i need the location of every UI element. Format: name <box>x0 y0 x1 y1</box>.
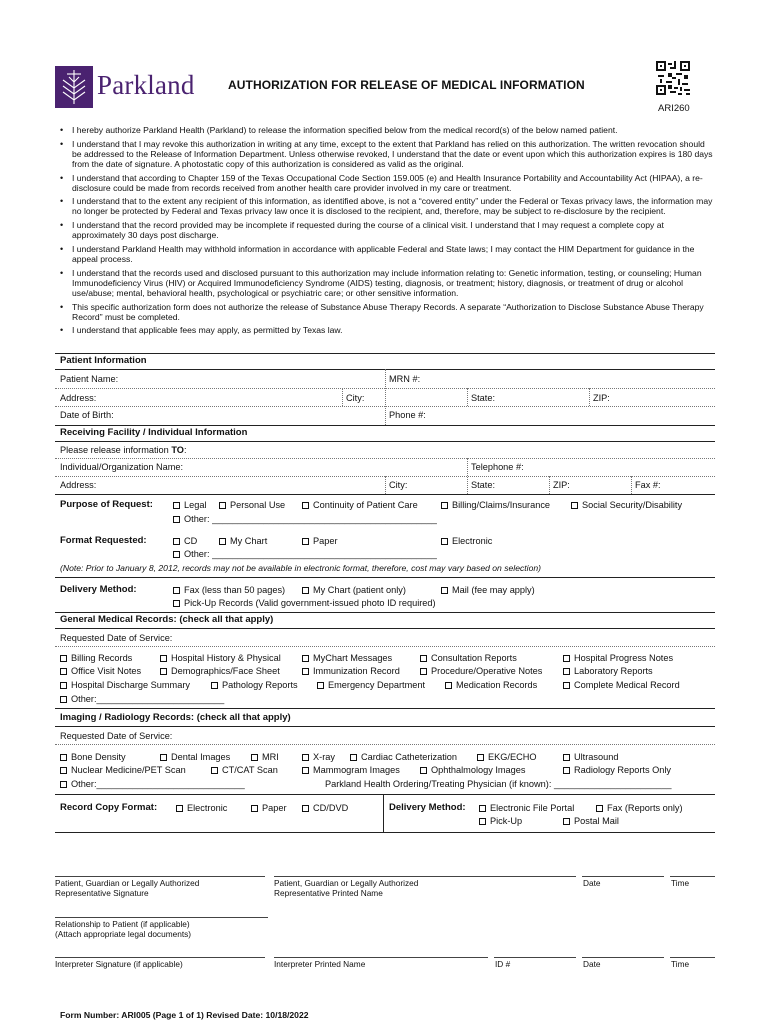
date-line[interactable] <box>582 876 664 877</box>
purpose-legal-checkbox[interactable]: Legal <box>173 500 206 511</box>
mychart-messages-checkbox[interactable]: MyChart Messages <box>302 653 392 664</box>
operative-notes-checkbox[interactable]: Procedure/Operative Notes <box>420 666 542 677</box>
divider <box>55 646 715 647</box>
format-mychart-checkbox[interactable]: My Chart <box>219 536 267 547</box>
discharge-summary-checkbox[interactable]: Hospital Discharge Summary <box>60 680 190 691</box>
receiving-fax-field[interactable]: Fax #: <box>635 480 661 490</box>
list-item: • I understand that according to Chapter 159 of the Texas Occupational Code Section 159.005 (e) and Health Insurance Portability and Accountability Act (HIPAA), a re-disclosure could be made from records received from another health care provider involved in my care or treatment. <box>60 173 715 193</box>
mri-checkbox[interactable]: MRI <box>251 752 279 763</box>
divider <box>385 369 386 425</box>
format-cd-checkbox[interactable]: CD <box>173 536 197 547</box>
patient-signature-label: Patient, Guardian or Legally Authorized Representative Signature <box>55 878 200 898</box>
receiving-zip-field[interactable]: ZIP: <box>553 480 570 490</box>
delivery-label: Delivery Method: <box>60 584 137 595</box>
ultrasound-checkbox[interactable]: Ultrasound <box>563 752 618 763</box>
emergency-department-checkbox[interactable]: Emergency Department <box>317 680 425 691</box>
patient-state-field[interactable]: State: <box>471 393 496 403</box>
format-label: Format Requested: <box>60 535 147 546</box>
copy-electronic-checkbox[interactable]: Electronic <box>176 803 227 814</box>
divider <box>467 458 468 494</box>
complete-medical-record-checkbox[interactable]: Complete Medical Record <box>563 680 680 691</box>
mammogram-images-checkbox[interactable]: Mammogram Images <box>302 765 400 776</box>
divider <box>55 458 715 459</box>
demographics-checkbox[interactable]: Demographics/Face Sheet <box>160 666 280 677</box>
copy-format-label: Record Copy Format: <box>60 802 158 813</box>
qr-code-icon <box>656 61 690 95</box>
receiving-state-field[interactable]: State: <box>471 480 496 490</box>
imaging-records-heading: Imaging / Radiology Records: (check all that apply) <box>60 712 291 723</box>
divider <box>55 494 715 495</box>
consultation-reports-checkbox[interactable]: Consultation Reports <box>420 653 517 664</box>
interpreter-signature-line[interactable] <box>55 957 265 958</box>
mrn-field[interactable]: MRN #: <box>389 374 421 384</box>
divider <box>55 794 715 795</box>
ekg-echo-checkbox[interactable]: EKG/ECHO <box>477 752 537 763</box>
divider <box>549 476 550 494</box>
time-line[interactable] <box>670 876 715 877</box>
divider <box>55 708 715 709</box>
delivery-mail-checkbox[interactable]: Mail (fee may apply) <box>441 585 535 596</box>
list-item: • I understand that applicable fees may apply, as permitted by Texas law. <box>60 325 715 335</box>
divider <box>589 388 590 406</box>
list-item: • This specific authorization form does not authorize the release of Substance Abuse Therapy Records. A separate “Authorization to Disclose Substance Abuse Therapy Record” must be completed. <box>60 302 715 322</box>
office-visit-notes-checkbox[interactable]: Office Visit Notes <box>60 666 141 677</box>
divider <box>55 726 715 727</box>
bone-density-checkbox[interactable]: Bone Density <box>60 752 126 763</box>
cardiac-catheterization-checkbox[interactable]: Cardiac Catheterization <box>350 752 457 763</box>
authorization-terms-list <box>60 125 715 339</box>
divider <box>55 612 715 613</box>
copy-delivery-label: Delivery Method: <box>389 802 466 813</box>
divider <box>55 744 715 745</box>
general-records-heading: General Medical Records: (check all that apply) <box>60 614 274 625</box>
divider <box>342 388 343 406</box>
interpreter-name-line[interactable] <box>274 957 488 958</box>
list-item: • I hereby authorize Parkland Health (Parkland) to release the information specified below from the medical record(s) of the below named patient. <box>60 125 715 135</box>
form-footer: Form Number: ARI005 (Page 1 of 1) Revised Date: 10/18/2022 <box>60 1010 309 1020</box>
pathology-reports-checkbox[interactable]: Pathology Reports <box>211 680 298 691</box>
divider <box>467 388 468 406</box>
receiving-city-field[interactable]: City: <box>389 480 408 490</box>
purpose-personal-checkbox[interactable]: Personal Use <box>219 500 285 511</box>
patient-zip-field[interactable]: ZIP: <box>593 393 610 403</box>
divider <box>385 476 386 494</box>
receiving-telephone-field[interactable]: Telephone #: <box>471 462 524 472</box>
dental-images-checkbox[interactable]: Dental Images <box>160 752 230 763</box>
interpreter-date-line[interactable] <box>582 957 664 958</box>
interpreter-time-label: Time <box>671 959 690 969</box>
list-item: • I understand Parkland Health may withhold information in accordance with applicable Federal and State laws; I may contact the HIM Department for guidance in the appeal process. <box>60 244 715 264</box>
divider <box>55 425 715 426</box>
patient-info-heading: Patient Information <box>60 355 147 366</box>
copy-cd-dvd-checkbox[interactable]: CD/DVD <box>302 803 348 814</box>
divider <box>55 577 715 578</box>
list-item: • I understand that to the extent any recipient of this information, as identified above, is not a “covered entity” under the Federal or Texas privacy laws, the information may no longer be protected by Federal and Texas privacy law once it is disclosed to the recipient, and, therefore, may be subject to re-disclosure by the recipient. <box>60 196 715 216</box>
laboratory-reports-checkbox[interactable]: Laboratory Reports <box>563 666 653 677</box>
receiving-address-field[interactable]: Address: <box>60 480 97 490</box>
nuclear-medicine-checkbox[interactable]: Nuclear Medicine/PET Scan <box>60 765 186 776</box>
copy-fax-checkbox[interactable]: Fax (Reports only) <box>596 803 683 814</box>
divider <box>55 353 715 354</box>
purpose-label: Purpose of Request: <box>60 499 153 510</box>
date-label: Date <box>583 878 601 888</box>
patient-address-field[interactable]: Address: <box>60 393 97 403</box>
parkland-logo <box>55 66 207 108</box>
logo-wordmark: Parkland <box>97 70 195 100</box>
divider <box>631 476 632 494</box>
patient-printed-name-label: Patient, Guardian or Legally Authorized Representative Printed Name <box>274 878 419 898</box>
relationship-line[interactable] <box>55 917 268 918</box>
ordering-physician-field[interactable]: Parkland Health Ordering/Treating Physician (if known): _______________________ <box>325 779 672 789</box>
copy-mail-checkbox[interactable]: Postal Mail <box>563 816 619 827</box>
copy-paper-checkbox[interactable]: Paper <box>251 803 287 814</box>
interpreter-name-label: Interpreter Printed Name <box>274 959 366 969</box>
list-item: • I understand that I may revoke this authorization in writing at any time, except to the extent that Parkland has relied on this authorization. The written revocation should be addressed to the Release of Information Department. Unless otherwise revoked, I understand that the date or event upon which this authorization expires is 180 days from the date of signature. A photostatic copy of this authorization is considered as valid as the original. <box>60 139 715 169</box>
imaging-other-checkbox[interactable]: Other:_____________________________ <box>60 779 245 790</box>
date-of-birth-field[interactable]: Date of Birth: <box>60 410 114 420</box>
purpose-social-security-checkbox[interactable]: Social Security/Disability <box>571 500 682 511</box>
organization-name-field[interactable]: Individual/Organization Name: <box>60 462 184 472</box>
patient-phone-field[interactable]: Phone #: <box>389 410 426 420</box>
form-code: ARI260 <box>658 103 690 114</box>
ct-scan-checkbox[interactable]: CT/CAT Scan <box>211 765 278 776</box>
list-item: • I understand that the records used and disclosed pursuant to this authorization may include information relating to: Genetic information, testing, or counseling; Human Immunodeficiency Virus (HIV) or Acquired Immunodeficiency Syndrome (AIDS) testing, diagnosis, or treatment; history, diagnosis, or treatment of drug or alcohol use/abuse; mental, behavioral health, psychological or psychiatric care; or other sensitive information. <box>60 268 715 298</box>
format-other-checkbox[interactable]: Other: ____________________________________________ <box>173 549 437 560</box>
purpose-billing-checkbox[interactable]: Billing/Claims/Insurance <box>441 500 550 511</box>
id-line[interactable] <box>494 957 576 958</box>
radiology-reports-checkbox[interactable]: Radiology Reports Only <box>563 765 671 776</box>
interpreter-date-label: Date <box>583 959 601 969</box>
divider <box>55 441 715 442</box>
id-label: ID # <box>495 959 511 969</box>
history-physical-checkbox[interactable]: Hospital History & Physical <box>160 653 281 664</box>
format-electronic-checkbox[interactable]: Electronic <box>441 536 492 547</box>
signature-line[interactable] <box>55 876 265 877</box>
general-other-checkbox[interactable]: Other:_________________________ <box>60 694 224 705</box>
progress-notes-checkbox[interactable]: Hospital Progress Notes <box>563 653 673 664</box>
delivery-mychart-checkbox[interactable]: My Chart (patient only) <box>302 585 406 596</box>
immunization-record-checkbox[interactable]: Immunization Record <box>302 666 400 677</box>
divider <box>55 832 715 833</box>
format-note: (Note: Prior to January 8, 2012, records may not be available in electronic format, therefore, cost may vary based on selection) <box>60 563 542 573</box>
receiving-facility-heading: Receiving Facility / Individual Information <box>60 427 248 438</box>
format-paper-checkbox[interactable]: Paper <box>302 536 338 547</box>
form-title: AUTHORIZATION FOR RELEASE OF MEDICAL INFORMATION <box>228 78 585 92</box>
xray-checkbox[interactable]: X-ray <box>302 752 335 763</box>
imaging-date-of-service-field[interactable]: Requested Date of Service: <box>60 731 173 741</box>
interpreter-time-line[interactable] <box>670 957 715 958</box>
release-to-label: Please release information TO: <box>60 445 187 455</box>
divider <box>55 628 715 629</box>
logo-mark-icon <box>55 66 93 108</box>
medication-records-checkbox[interactable]: Medication Records <box>445 680 537 691</box>
copy-portal-checkbox[interactable]: Electronic File Portal <box>479 803 574 814</box>
patient-name-field[interactable]: Patient Name: <box>60 374 119 384</box>
copy-pickup-checkbox[interactable]: Pick-Up <box>479 816 522 827</box>
divider <box>383 794 384 832</box>
relationship-label: Relationship to Patient (if applicable) (Attach appropriate legal documents) <box>55 919 192 939</box>
printed-name-line[interactable] <box>274 876 576 877</box>
billing-records-checkbox[interactable]: Billing Records <box>60 653 132 664</box>
list-item: • I understand that the record provided may be incomplete if requested during the course of a clinical visit. I understand that I may request a complete copy at approximately 30 days post discharge. <box>60 220 715 240</box>
general-date-of-service-field[interactable]: Requested Date of Service: <box>60 633 173 643</box>
ophthalmology-images-checkbox[interactable]: Ophthalmology Images <box>420 765 525 776</box>
time-label: Time <box>671 878 690 888</box>
delivery-fax-checkbox[interactable]: Fax (less than 50 pages) <box>173 585 285 596</box>
interpreter-signature-label: Interpreter Signature (if applicable) <box>55 959 183 969</box>
delivery-pickup-checkbox[interactable]: Pick-Up Records (Valid government-issued photo ID required) <box>173 598 436 609</box>
patient-city-field[interactable]: City: <box>346 393 365 403</box>
purpose-continuity-checkbox[interactable]: Continuity of Patient Care <box>302 500 418 511</box>
purpose-other-checkbox[interactable]: Other: ____________________________________________ <box>173 514 437 525</box>
